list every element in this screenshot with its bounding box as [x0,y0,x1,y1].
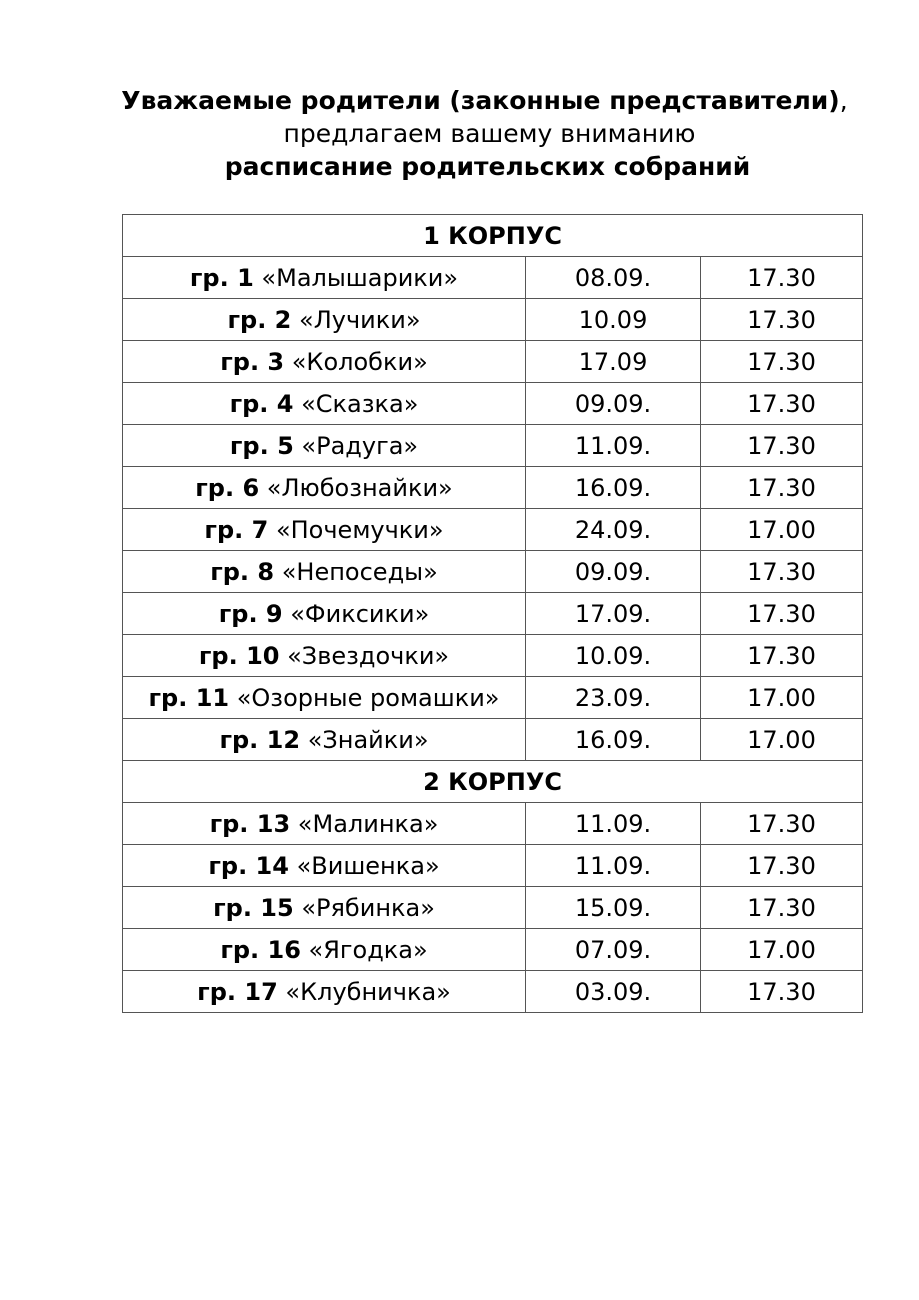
date-cell: 08.09. [526,257,701,299]
group-number: гр. 9 [218,599,283,628]
table-row [123,845,863,887]
group-number: гр. 10 [198,641,280,670]
date-cell: 24.09. [526,509,701,551]
heading-comma: , [839,86,848,115]
group-number: гр. 13 [209,809,291,838]
time-cell: 17.30 [701,341,863,383]
group-number: гр. 5 [229,431,294,460]
group-name: «Ягодка» [308,935,428,964]
section-title: 1 КОРПУС [123,215,863,257]
table-row [123,635,863,677]
page-heading [0,84,919,183]
heading-line-2: предлагаем вашему вниманию [283,119,696,148]
group-cell [123,677,526,719]
group-number: гр. 3 [220,347,285,376]
time-cell: 17.30 [701,635,863,677]
group-cell [123,509,526,551]
time-cell: 17.00 [701,509,863,551]
group-name: «Колобки» [291,347,428,376]
time-cell: 17.30 [701,425,863,467]
group-name: «Знайки» [307,725,429,754]
table-row [123,509,863,551]
group-number: гр. 2 [227,305,292,334]
time-cell: 17.30 [701,383,863,425]
group-name: «Звездочки» [287,641,450,670]
time-cell: 17.30 [701,887,863,929]
group-cell [123,845,526,887]
group-name: «Любознайки» [266,473,453,502]
table-row [123,719,863,761]
group-cell [123,971,526,1013]
table-row [123,467,863,509]
date-cell: 16.09. [526,719,701,761]
group-number: гр. 17 [197,977,278,1006]
section-title: 2 КОРПУС [123,761,863,803]
group-cell [123,593,526,635]
group-cell [123,551,526,593]
table-row [123,677,863,719]
date-cell: 11.09. [526,425,701,467]
group-cell [123,425,526,467]
date-cell: 11.09. [526,845,701,887]
group-cell [123,341,526,383]
table-row [123,803,863,845]
group-cell [123,719,526,761]
date-cell: 10.09 [526,299,701,341]
group-number: гр. 8 [210,557,275,586]
table-row [123,929,863,971]
group-name: «Вишенка» [296,851,440,880]
date-cell: 09.09. [526,551,701,593]
date-cell: 17.09. [526,593,701,635]
group-cell [123,467,526,509]
group-name: «Сказка» [301,389,419,418]
table-row [123,551,863,593]
table-row [123,593,863,635]
heading-line-1 [0,84,919,117]
date-cell: 16.09. [526,467,701,509]
group-name: «Озорные ромашки» [236,683,500,712]
heading-address: Уважаемые родители (законные представители) [121,86,840,115]
group-number: гр. 11 [148,683,230,712]
time-cell: 17.00 [701,719,863,761]
time-cell: 17.30 [701,845,863,887]
group-number: гр. 1 [189,263,254,292]
time-cell: 17.30 [701,971,863,1013]
date-cell: 07.09. [526,929,701,971]
group-cell [123,929,526,971]
time-cell: 17.30 [701,467,863,509]
group-number: гр. 14 [208,851,289,880]
group-name: «Лучики» [299,305,421,334]
section-header-row [123,761,863,803]
heading-line-3: расписание родительских собраний [224,152,751,181]
time-cell: 17.00 [701,677,863,719]
group-name: «Почемучки» [275,515,444,544]
table-row [123,341,863,383]
group-name: «Клубничка» [285,977,451,1006]
group-name: «Малышарики» [261,263,459,292]
group-cell [123,887,526,929]
time-cell: 17.30 [701,803,863,845]
table-row [123,887,863,929]
date-cell: 11.09. [526,803,701,845]
table-row [123,299,863,341]
group-name: «Фиксики» [290,599,430,628]
group-cell [123,299,526,341]
time-cell: 17.30 [701,257,863,299]
group-cell [123,383,526,425]
date-cell: 10.09. [526,635,701,677]
time-cell: 17.30 [701,593,863,635]
time-cell: 17.30 [701,551,863,593]
section-header-row [123,215,863,257]
group-name: «Радуга» [301,431,419,460]
date-cell: 15.09. [526,887,701,929]
group-cell [123,257,526,299]
date-cell: 23.09. [526,677,701,719]
schedule-body [123,215,863,1013]
time-cell: 17.00 [701,929,863,971]
group-name: «Непоседы» [281,557,438,586]
group-cell [123,803,526,845]
group-name: «Малинка» [297,809,439,838]
group-cell [123,635,526,677]
meeting-schedule-table [122,214,863,1013]
group-number: гр. 4 [229,389,294,418]
time-cell: 17.30 [701,299,863,341]
table-row [123,971,863,1013]
date-cell: 17.09 [526,341,701,383]
date-cell: 09.09. [526,383,701,425]
group-number: гр. 6 [195,473,260,502]
group-number: гр. 15 [213,893,294,922]
group-number: гр. 7 [204,515,269,544]
group-number: гр. 12 [219,725,301,754]
table-row [123,257,863,299]
table-row [123,383,863,425]
group-number: гр. 16 [220,935,301,964]
group-name: «Рябинка» [301,893,435,922]
table-row [123,425,863,467]
date-cell: 03.09. [526,971,701,1013]
